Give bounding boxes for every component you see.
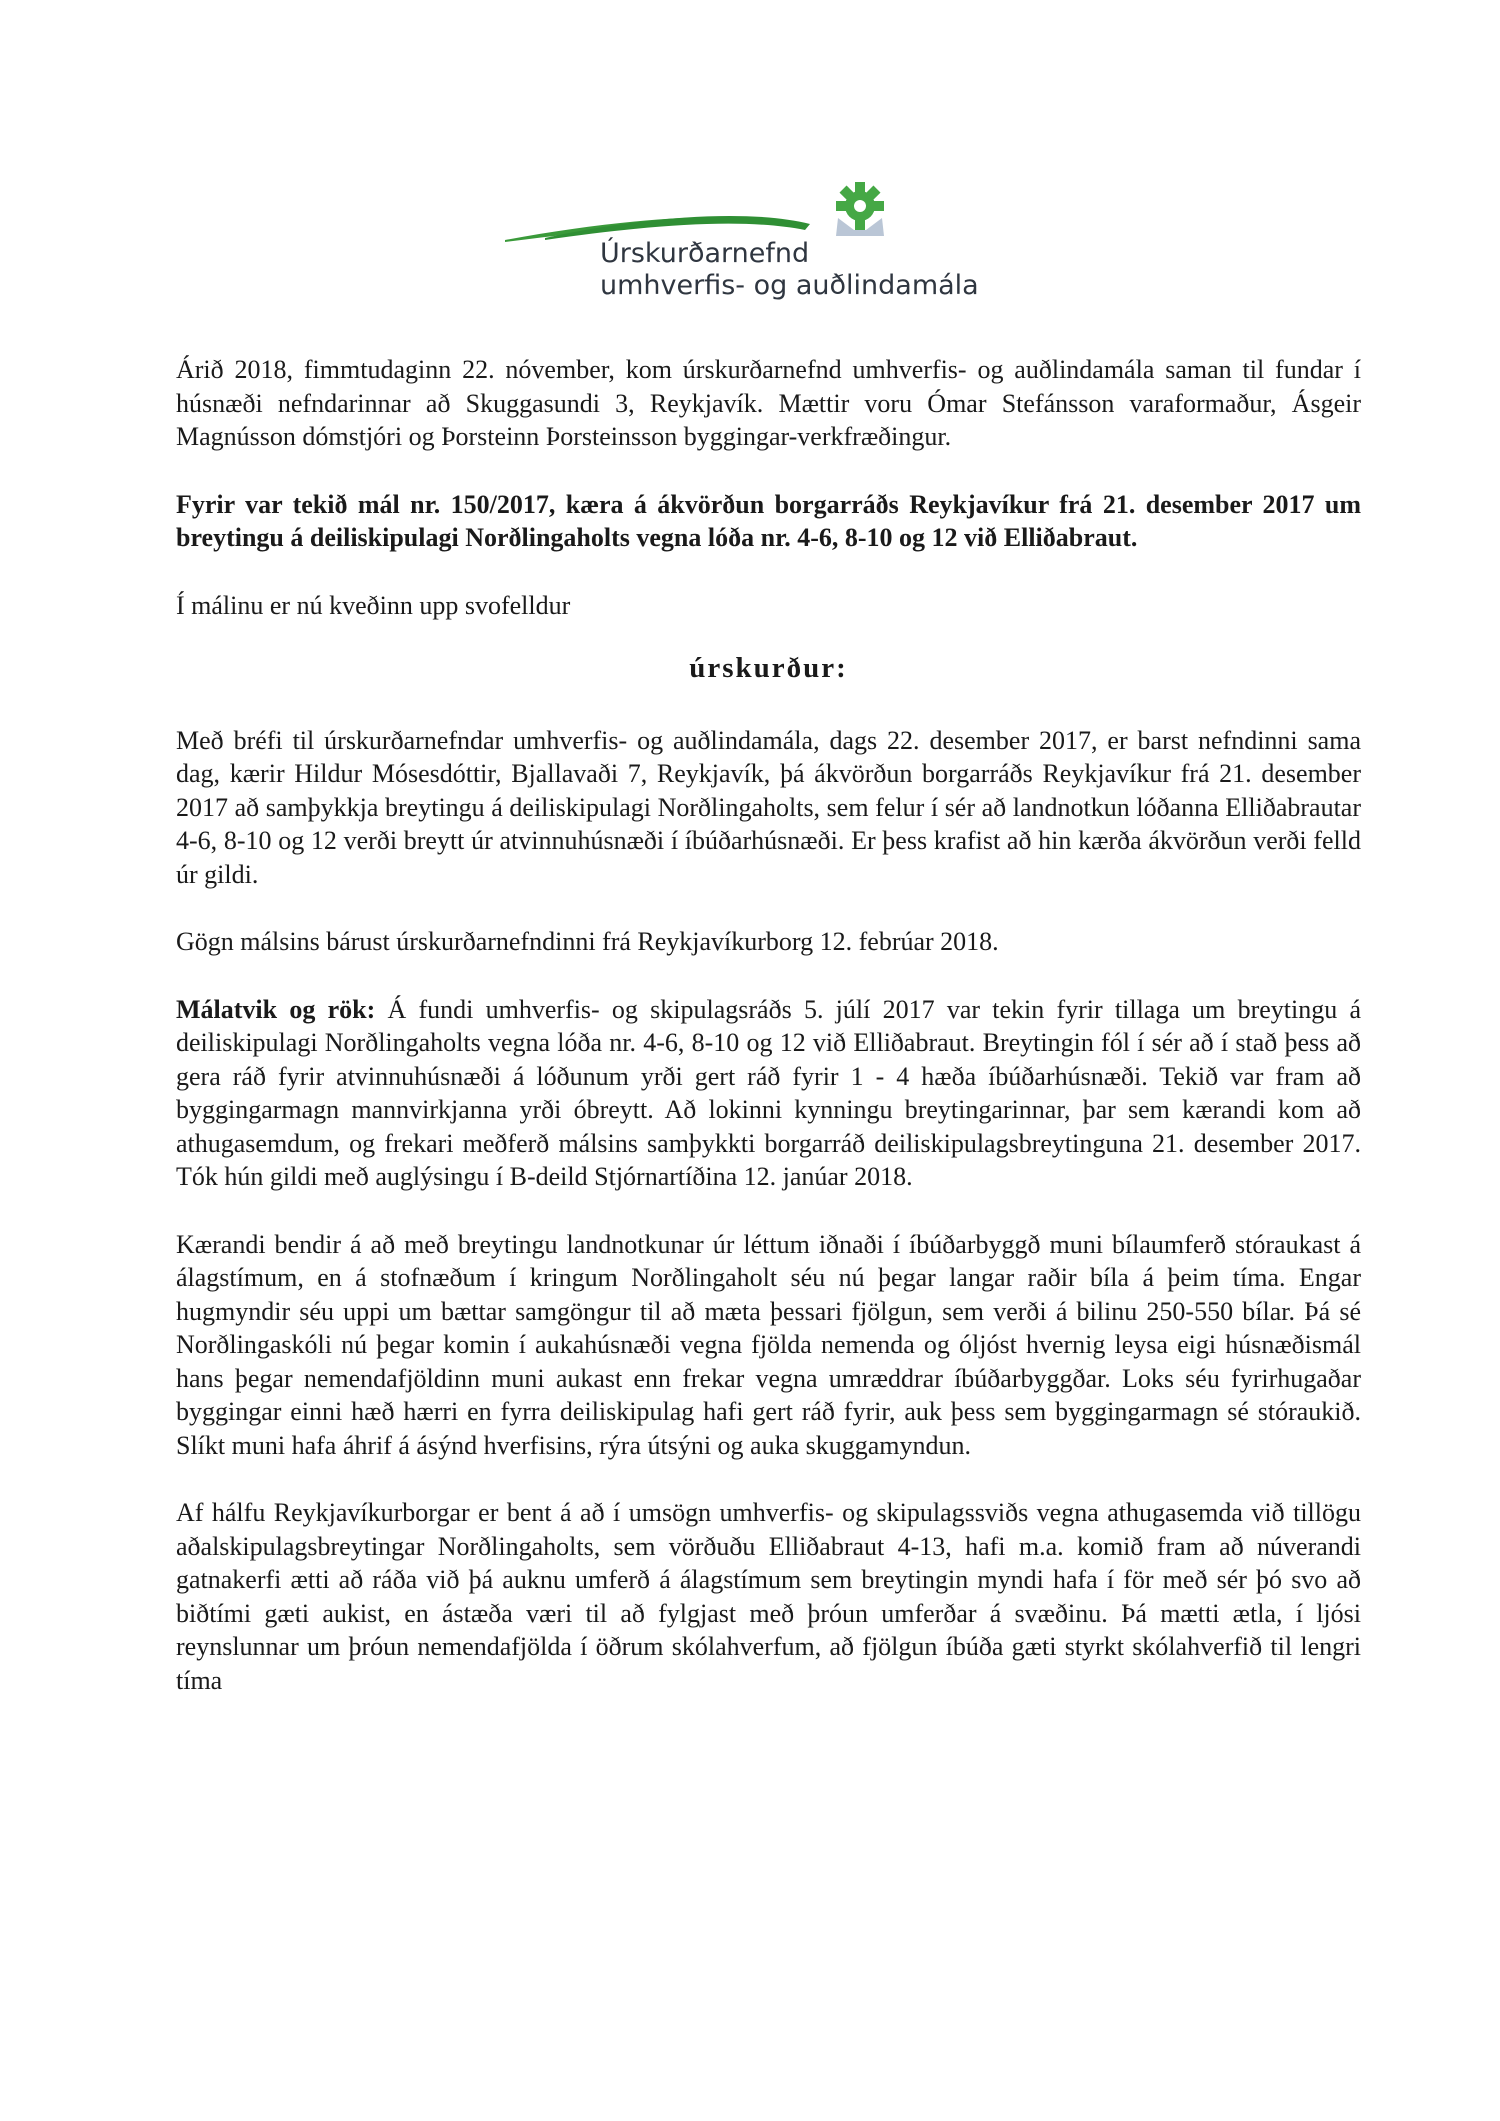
paragraph-5: Af hálfu Reykjavíkurborgar er bent á að í umsögn umhverfis- og skipulagssviðs vegna athugasemda við tillögu aðalskipulagsbreytingar Norðlingaholts, sem vörðuðu Elliðabraut 4-13, hafi m.a. komið fram að núverandi gatnakerfi ætti að ráða við þá auknu umferð á álagstímum sem breytingin myndi hafa í för með sér þó svo að biðtími gæti aukist, en ástæða væri til að fylgjast með þróun umferðar á svæðinu. Þá mætti ætla, í ljósi reynslunnar um þróun nemendafjölda í öðrum skólahverfum, að fjölgun íbúða gæti styrkt skólahverfið til lengri tíma bbox=[176, 1498, 1361, 1695]
paragraph-3 bbox=[176, 993, 1361, 1194]
logo-line-2: umhverfis- og auðlindamála bbox=[600, 270, 979, 301]
paragraph-3-text: Á fundi umhverfis- og skipulagsráðs 5. júlí 2017 var tekin fyrir tillaga um breytingu á deiliskipulagi Norðlingaholts vegna lóða nr. 4-6, 8-10 og 12 við Elliðabraut. Breytingin fól í sér að í stað þess að gera ráð fyrir atvinnuhúsnæði á lóðunum yrði gert ráð fyrir 1 - 4 hæða íbúðarhúsnæði. Tekið var fram að byggingarmagn mannvirkjanna yrði óbreytt. Að lokinni kynningu breytingarinnar, þar sem kærandi kom að athugasemdum, og frekari meðferð málsins samþykkti borgarráð deiliskipulagsbreytinguna 21. desember 2017. Tók hún gildi með auglýsingu í B-deild Stjórnartíðina 12. janúar 2018. bbox=[176, 994, 1362, 1191]
document-body bbox=[176, 353, 1361, 1731]
paragraph-3-lead: Málatvik og rök: bbox=[176, 994, 376, 1024]
logo-line-1: Úrskurðarnefnd bbox=[600, 238, 810, 269]
logo bbox=[505, 180, 985, 310]
paragraph-2: Gögn málsins bárust úrskurðarnefndinni frá Reykjavíkurborg 12. febrúar 2018. bbox=[176, 927, 999, 956]
paragraph-4: Kærandi bendir á að með breytingu landnotkunar úr léttum iðnaði í íbúðarbyggð muni bílaumferð stóraukast á álagstímum, en á stofnæðum í kringum Norðlingaholt séu nú þegar langar raðir bíla á þeim tíma. Engar hugmyndir séu uppi um bættar samgöngur til að mæta þessari fjölgun, sem verði á bilinu 250-550 bílar. Þá sé Norðlingaskóli nú þegar komin í aukahúsnæði vegna fjölda nemenda og óljóst hvernig leysa eigi húsnæðismál hans þegar nemendafjöldinn muni aukast enn frekar vegna umræddrar íbúðarbyggðar. Loks séu fyrirhugaðar byggingar einni hæð hærri en fyrra deiliskipulag hafi gert ráð fyrir, auk þess sem byggingarmagn sé stóraukið. Slíkt muni hafa áhrif á ásýnd hverfisins, rýra útsýni og auka skuggamyndun. bbox=[176, 1229, 1361, 1460]
verdict-title: úrskurður: bbox=[689, 652, 848, 684]
intro-paragraph: Árið 2018, fimmtudaginn 22. nóvember, kom úrskurðarnefnd umhverfis- og auðlindamála saman til fundar í húsnæði nefndarinnar að Skuggasundi 3, Reykjavík. Mættir voru Ómar Stefánsson varaformaður, Ásgeir Magnússon dómstjóri og Þorsteinn Þorsteinsson byggingar-verkfræðingur. bbox=[176, 355, 1361, 451]
verdict-intro: Í málinu er nú kveðinn upp svofelldur bbox=[176, 590, 571, 620]
paragraph-1: Með bréfi til úrskurðarnefndar umhverfis- og auðlindamála, dags 22. desember 2017, er barst nefndinni sama dag, kærir Hildur Mósesdóttir, Bjallavaði 7, Reykjavík, þá ákvörðun borgarráðs Reykjavíkur frá 21. desember 2017 að samþykkja breytingu á deiliskipulagi Norðlingaholts, sem felur í sér að landnotkun lóðanna Elliðabrautar 4-6, 8-10 og 12 verði breytt úr atvinnuhúsnæði í íbúðarhúsnæði. Er þess krafist að hin kærða ákvörðun verði felld úr gildi. bbox=[176, 725, 1361, 889]
case-heading: Fyrir var tekið mál nr. 150/2017, kæra á ákvörðun borgarráðs Reykjavíkur frá 21. desember 2017 um breytingu á deiliskipulagi Norðlingaholts vegna lóða nr. 4-6, 8-10 og 12 við Elliðabraut. bbox=[176, 489, 1361, 552]
